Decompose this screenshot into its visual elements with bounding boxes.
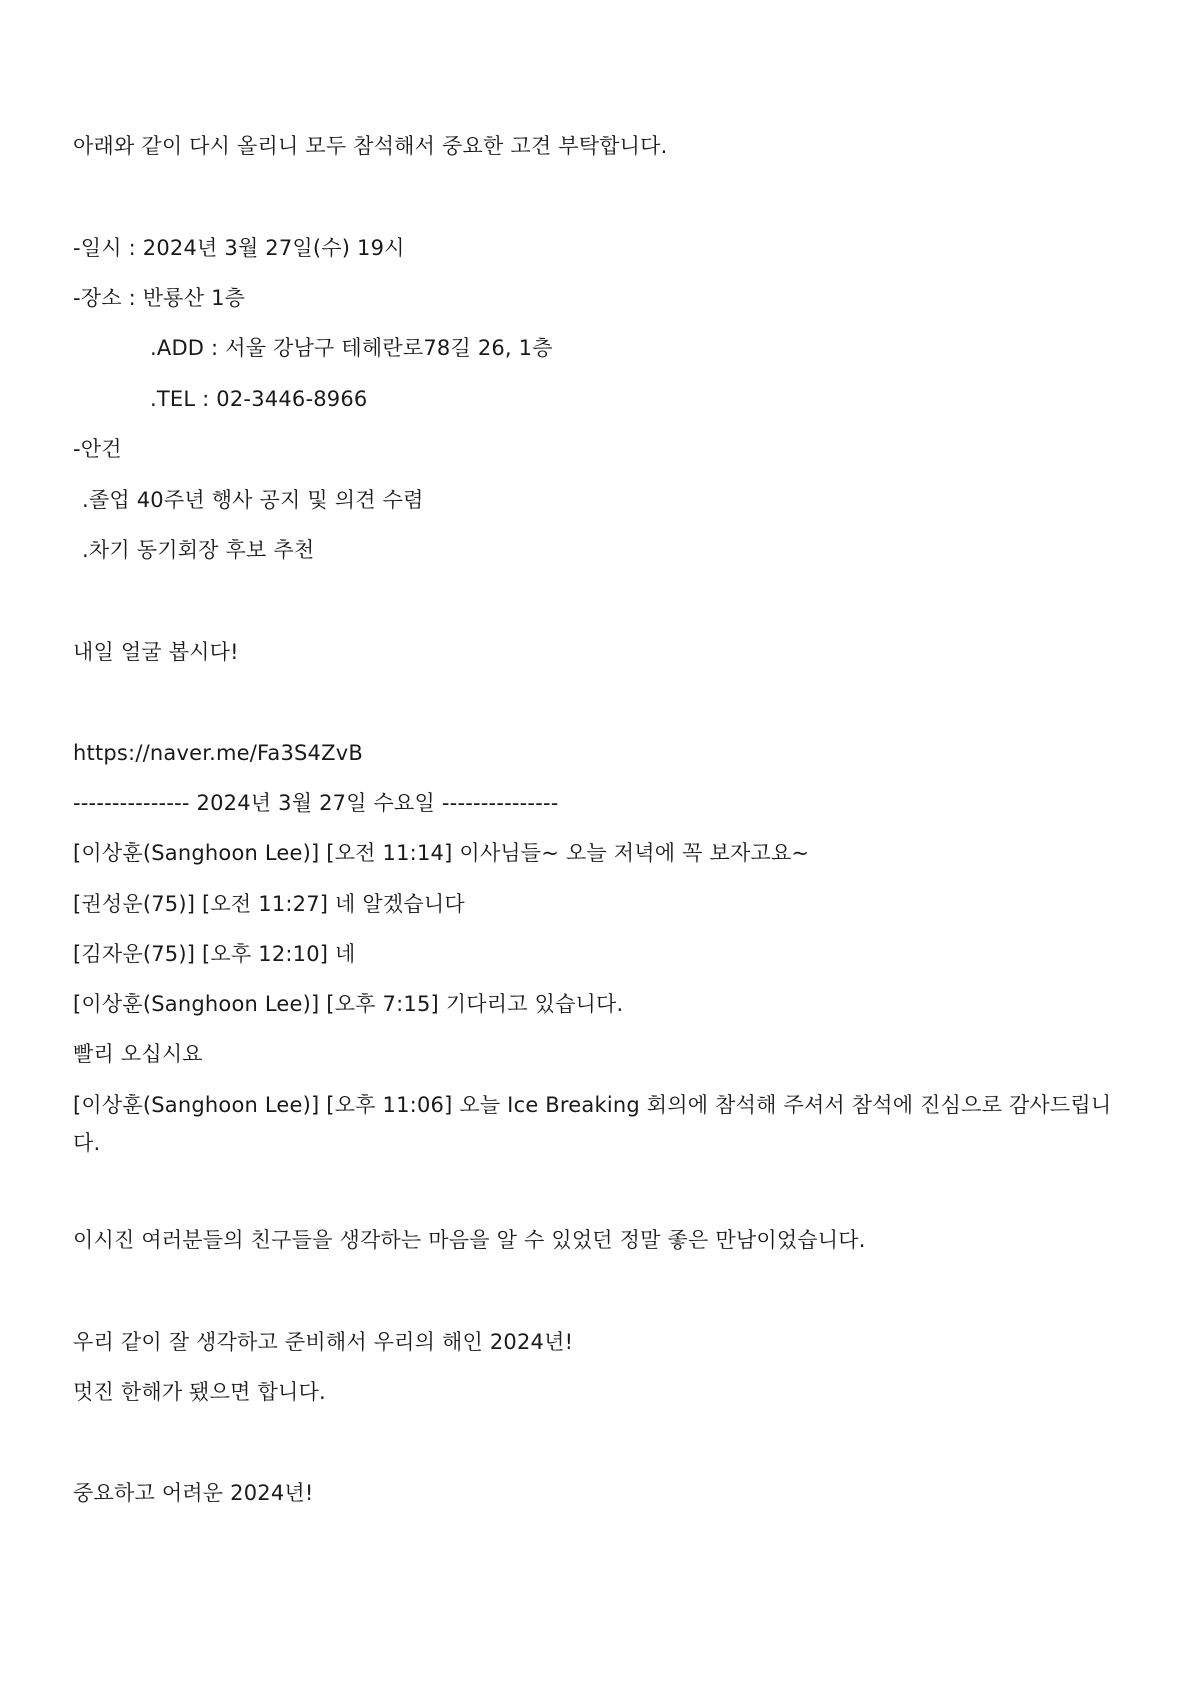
link-line: https://naver.me/Fa3S4ZvB (73, 741, 363, 765)
chat-message: [김자운(75)] [오후 12:10] 네 (73, 942, 356, 966)
see-you-line: 내일 얼굴 봅시다! (73, 640, 239, 664)
chat-message: [이상훈(Sanghoon Lee)] [오후 11:06] 오늘 Ice Breaking 회의에 참석해 주셔서 참석에 진심으로 감사드립니다. (73, 1093, 1112, 1155)
body-line: 멋진 한해가 됐으면 합니다. (73, 1380, 326, 1404)
chat-message: [권성운(75)] [오전 11:27] 네 알겠습니다 (73, 892, 465, 916)
intro-line: 아래와 같이 다시 올리니 모두 참석해서 중요한 고견 부탁합니다. (73, 134, 668, 158)
place-line: -장소 : 반룡산 1층 (73, 286, 246, 310)
date-line: -일시 : 2024년 3월 27일(수) 19시 (73, 236, 405, 260)
agenda-heading: -안건 (73, 437, 122, 461)
address-line: .ADD : 서울 강남구 테헤란로78길 26, 1층 (150, 336, 553, 360)
agenda-item-1: .졸업 40주년 행사 공지 및 의견 수렴 (82, 488, 424, 512)
chat-message: [이상훈(Sanghoon Lee)] [오후 7:15] 기다리고 있습니다. (73, 992, 624, 1016)
body-line: 우리 같이 잘 생각하고 준비해서 우리의 해인 2024년! (73, 1330, 574, 1354)
chat-message-continued: 빨리 오십시요 (73, 1042, 203, 1066)
chat-message: [이상훈(Sanghoon Lee)] [오전 11:14] 이사님들~ 오늘 저녁에 꼭 보자고요~ (73, 841, 810, 865)
body-line: 중요하고 어려운 2024년! (73, 1481, 314, 1505)
body-line: 이시진 여러분들의 친구들을 생각하는 마음을 알 수 있었던 정말 좋은 만남이었습니다. (73, 1228, 866, 1252)
agenda-item-2: .차기 동기회장 후보 추천 (82, 538, 315, 562)
date-separator: --------------- 2024년 3월 27일 수요일 --------------- (73, 791, 559, 815)
tel-line: .TEL : 02-3446-8966 (150, 387, 368, 411)
